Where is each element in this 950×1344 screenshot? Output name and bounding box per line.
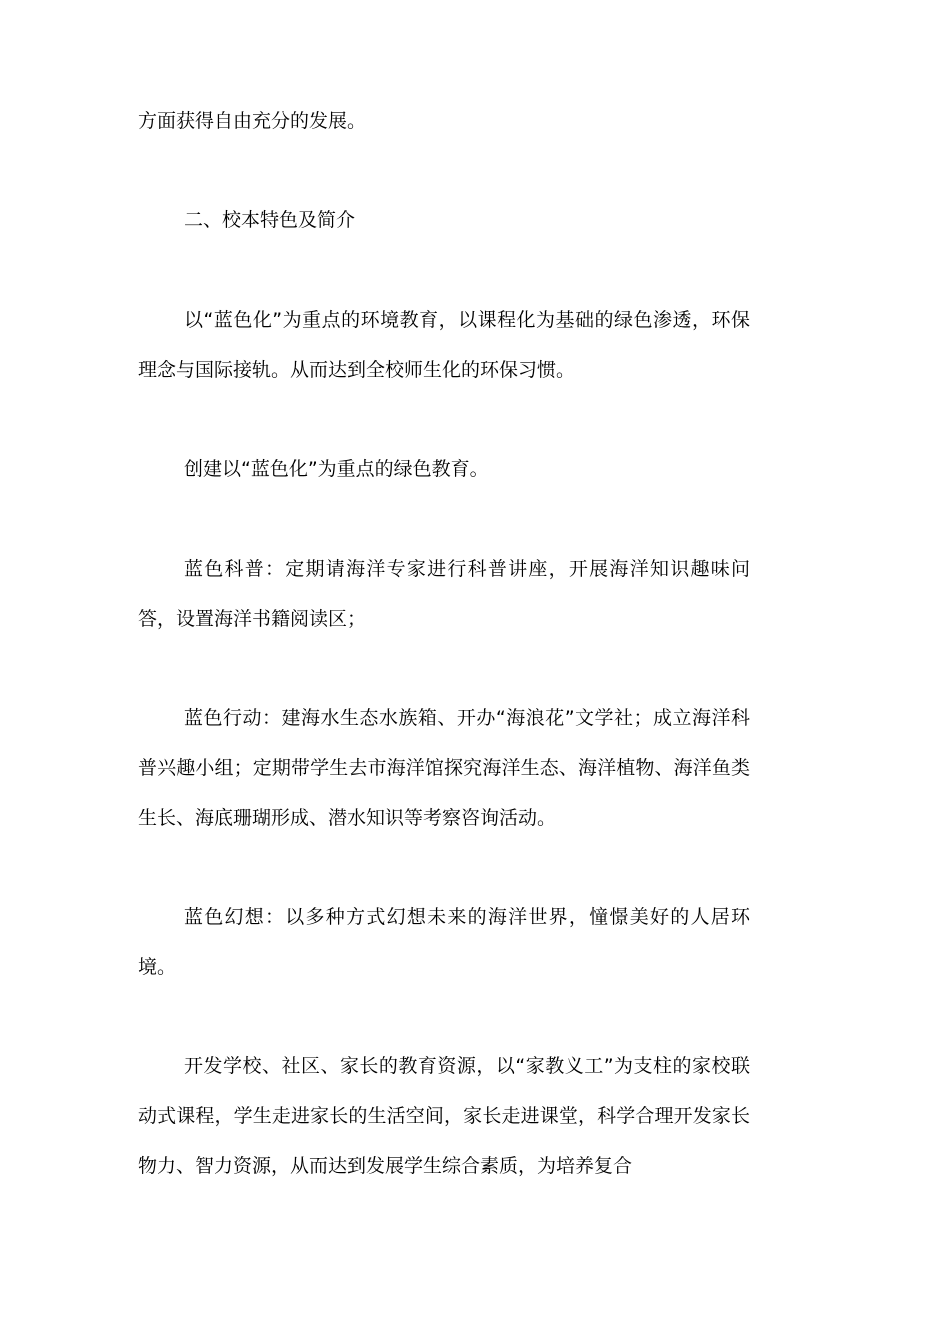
paragraph-green-education: 创建以“蓝色化”为重点的绿色教育。	[184, 458, 489, 480]
paragraph-blue-science: 蓝色科普：定期请海洋专家进行科普讲座，开展海洋知识趣味问答，设置海洋书籍阅读区；	[138, 558, 750, 630]
paragraph-environment-education: 以“蓝色化”为重点的环境教育，以课程化为基础的绿色渗透，环保理念与国际接轨。从而达到全校师生化的环保习惯。	[138, 309, 750, 381]
paragraph-home-school: 开发学校、社区、家长的教育资源，以“家教义工”为支柱的家校联动式课程，学生走进家长的生活空间，家长走进课堂，科学合理开发家长物力、智力资源，从而达到发展学生综合素质，为培养复合	[138, 1055, 750, 1177]
paragraph-blue-action: 蓝色行动：建海水生态水族箱、开办“海浪花”文学社；成立海洋科普兴趣小组；定期带学生去市海洋馆探究海洋生态、海洋植物、海洋鱼类生长、海底珊瑚形成、潜水知识等考察咨询活动。	[138, 707, 750, 829]
section-heading: 二、校本特色及简介	[184, 209, 356, 231]
paragraph-continuation: 方面获得自由充分的发展。	[138, 110, 367, 132]
paragraph-blue-fantasy: 蓝色幻想：以多种方式幻想未来的海洋世界，憧憬美好的人居环境。	[138, 906, 750, 978]
